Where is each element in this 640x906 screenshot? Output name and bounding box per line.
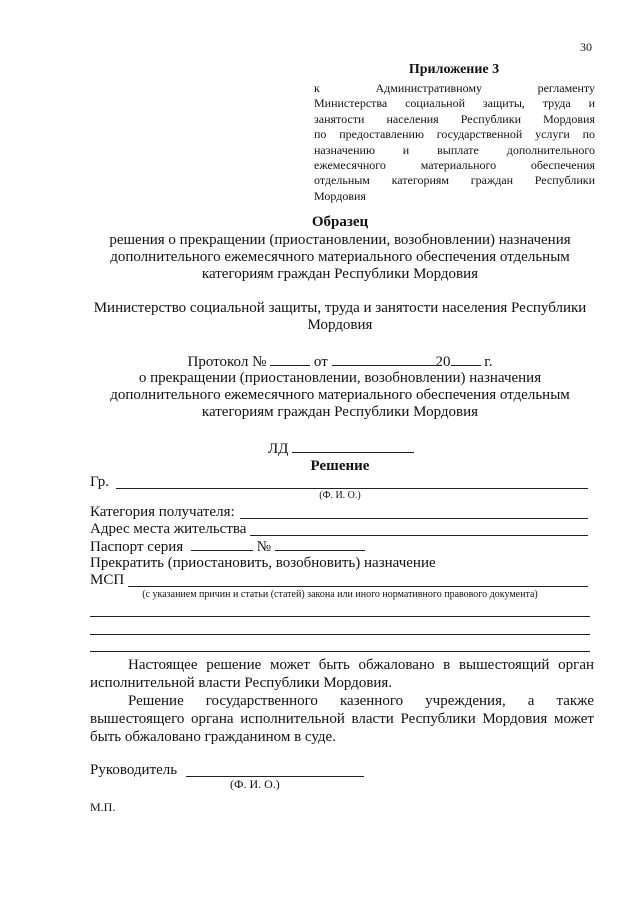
appendix-title: Приложение 3 <box>408 62 500 77</box>
protocol-date-blank[interactable] <box>332 353 436 366</box>
reason-line[interactable] <box>90 651 590 652</box>
protocol-prefix: Протокол № <box>187 354 267 370</box>
passport-row <box>90 538 590 556</box>
protocol-subtitle-line: дополнительного ежемесячного материального обеспечения отдельным <box>110 387 570 403</box>
appeal-line: Настоящее решение может быть обжаловано в вышестоящий орган <box>128 657 594 673</box>
sample-subtitle-line: дополнительного ежемесячного материального обеспечения отдельным <box>110 249 570 265</box>
ministry-line: Министерство социальной защиты, труда и занятости населения Республики <box>93 300 587 316</box>
address-line[interactable] <box>250 535 588 536</box>
appeal-line: быть обжаловано гражданином в суде. <box>90 729 336 745</box>
ld-blank[interactable] <box>292 440 414 453</box>
appendix-line: занятости населения Республики Мордовия <box>314 111 595 126</box>
appendix-line: к Административному регламенту <box>314 81 595 95</box>
protocol-year-suffix: г. <box>484 354 493 370</box>
appendix-line: назначению и выплате дополнительного <box>314 142 595 157</box>
protocol-number-blank[interactable] <box>270 353 310 366</box>
reason-line[interactable] <box>90 634 590 635</box>
protocol-subtitle <box>90 370 590 421</box>
appeal-line: исполнительной власти Республики Мордовия. <box>90 675 393 691</box>
appeal-paragraph-1 <box>90 656 594 692</box>
sample-subtitle <box>90 232 590 283</box>
passport-series-label: Паспорт серия <box>90 539 184 555</box>
passport-number-blank[interactable] <box>275 538 365 551</box>
msp-row <box>90 572 590 589</box>
appendix-line: Министерства социальной защиты, труда и <box>314 96 595 111</box>
address-label: Адрес места жительства <box>90 521 247 537</box>
appeal-paragraph-2 <box>90 692 594 746</box>
page-number: 30 <box>580 40 592 54</box>
reason-caption: (с указанием причин и статьи (статей) закона или иного нормативного правового документа) <box>142 589 538 600</box>
appendix-line: ежемесячного материального обеспечения <box>314 158 595 173</box>
citizen-row <box>90 474 590 491</box>
appendix-text <box>314 81 595 204</box>
appeal-line: вышестоящего органа исполнительной власти Республики Мордовия может <box>90 711 594 727</box>
reason-line[interactable] <box>90 616 590 617</box>
protocol-subtitle-line: о прекращении (приостановлении, возобновлении) назначения <box>138 370 542 386</box>
appendix-line: Мордовия <box>314 188 366 203</box>
ld-label: ЛД <box>268 441 289 457</box>
protocol-header <box>90 353 590 371</box>
msp-label: МСП <box>90 572 125 588</box>
protocol-year-blank[interactable] <box>451 353 481 366</box>
citizen-name-line[interactable] <box>116 488 588 489</box>
citizen-label: Гр. <box>90 474 109 490</box>
head-fio-caption: (Ф. И. О.) <box>230 777 280 791</box>
seal-label: М.П. <box>90 800 116 814</box>
ld-field <box>268 440 414 458</box>
protocol-year-prefix: 20 <box>435 354 451 370</box>
head-label: Руководитель <box>90 762 178 778</box>
category-line[interactable] <box>240 518 588 519</box>
passport-number-label: № <box>256 539 272 555</box>
appeal-line: Решение государственного казенного учреждения, а также <box>128 693 594 709</box>
address-row <box>90 521 590 538</box>
appendix-line: по предоставлению государственной услуги по <box>314 127 595 142</box>
fio-caption: (Ф. И. О.) <box>319 490 361 501</box>
stop-row: Прекратить (приостановить, возобновить) назначение <box>90 555 436 571</box>
sample-subtitle-line: категориям граждан Республики Мордовия <box>201 266 479 282</box>
category-label: Категория получателя: <box>90 504 235 520</box>
protocol-from: от <box>313 354 328 370</box>
protocol-subtitle-line: категориям граждан Республики Мордовия <box>201 404 479 420</box>
head-signature-row <box>90 762 590 779</box>
decision-title: Решение <box>310 458 370 474</box>
msp-line[interactable] <box>128 586 588 587</box>
category-row <box>90 504 590 521</box>
sample-title: Образец <box>311 214 369 230</box>
passport-series-blank[interactable] <box>191 538 253 551</box>
ministry-line: Мордовия <box>307 317 373 333</box>
appendix-line: отдельным категориям граждан Республики <box>314 173 595 188</box>
ministry-name <box>90 300 590 334</box>
sample-subtitle-line: решения о прекращении (приостановлении, возобновлении) назначения <box>109 232 571 248</box>
